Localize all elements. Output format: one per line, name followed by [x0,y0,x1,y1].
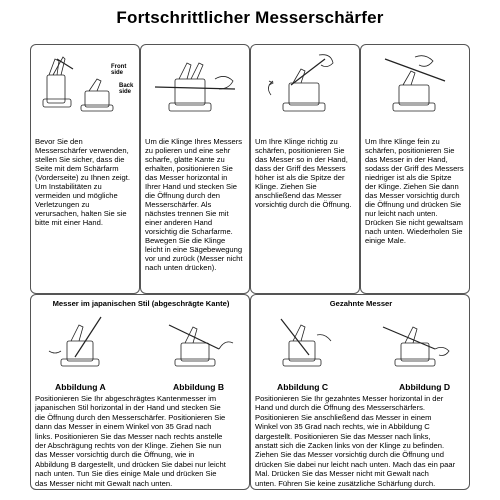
step-4-text: Um Ihre Klinge fein zu schärfen, positionieren Sie das Messer in der Hand, sodass der Griff des Messers niedriger ist als die Spitze der Klinge. Ziehen Sie dann das Messer vorsichtig durch die Öffnung und drücken Sie nur leicht nach unten. Drücken Sie nicht gewaltsam nach unten. Wiederholen Sie einige Male. [365,137,464,245]
figure-b-caption: Abbildung B [173,382,225,392]
figure-c-illustration [259,313,349,373]
step-2-illustration [145,49,247,121]
figure-a-drawing [39,313,129,373]
step-4-illustration [365,49,467,121]
back-side-label: Back side [119,83,134,95]
figure-c-drawing [259,313,349,373]
serrated-knife-panel [250,294,470,490]
serrated-knife-heading: Gezahnte Messer [329,299,393,308]
figure-b-drawing [149,313,243,373]
figure-c-caption: Abbildung C [277,382,329,392]
step-3-panel [250,44,360,294]
step-1-panel [30,44,140,294]
figure-a-caption: Abbildung A [55,382,106,392]
sharpener-polishing-drawing [145,49,247,121]
step-4-panel [360,44,470,294]
figure-d-illustration [369,313,463,373]
sharpener-fine-drawing [365,49,467,121]
step-2-panel [140,44,250,294]
page-title: Fortschrittlicher Messerschärfer [116,8,384,27]
step-1-text: Bevor Sie den Messerschärfer verwenden, stellen Sie sicher, dass die Seite mit dem Schärfarm (Vorderseite) zu Ihnen zeigt. Um Instabilitäten zu vermeiden und mögliche Verletzungen zu verursachen, halten Sie sie bitte mit einer Hand. [35,137,130,227]
japanese-knife-heading: Messer im japanischen Stil (abgeschrägte Kante) [52,299,230,308]
front-side-label: Front side [111,64,127,76]
japanese-knife-text: Positionieren Sie Ihr abgeschrägtes Kantenmesser im japanischen Stil horizontal in der Hand und stecken Sie die Öffnung durch den Messerschärfer. Positionieren Sie dann das Messer in einem Winkel von 35 Grad nach links. Positionieren Sie das Messer nach rechts anstelle der Abschrägung rechts von der Klinge. Ziehen Sie nun das Messer vorsichtig durch die Öffnung, wie in Abbildung B dargestellt, und drücken Sie dabei nur leicht nach unten. Tun Sie dies einige Male und drücken Sie das Messer nicht mit Gewalt nach unten. [35,394,226,488]
step-3-illustration [255,49,357,121]
figure-d-caption: Abbildung D [399,382,451,392]
japanese-knife-panel [30,294,250,490]
figure-a-illustration [39,313,129,373]
sharpener-coarse-drawing [255,49,357,121]
step-2-text: Um die Klinge Ihres Messers zu polieren und eine sehr scharfe, glatte Kante zu erhalten, positionieren Sie das Messer horizontal in Ihrer Hand und stecken Sie die Öffnung durch den Messerschärfer. Als nächstes trennen Sie mit einer anderen Hand vorsichtig die Scharfarme. Bewegen Sie die Klinge leicht in eine Sägebewegung vor und zurück (Messer nicht nach unten drücken). [145,137,243,272]
serrated-knife-text: Positionieren Sie Ihr gezahntes Messer horizontal in der Hand und durch die Öffnung des Messerschärfers. Positionieren Sie anschließend das Messer in einem Winkel von 35 Grad nach rechts, wie in Abbildung C dargestellt. Positionieren Sie das Messer nach links, anstatt sich die Zacken links von der Klinge zu befinden. Ziehen Sie das Messer vorsichtig durch die Öffnung und drücken Sie dabei nur leicht nach unten. Mach das ein paar Mal. Drücken Sie das Messer nicht mit Gewalt nach unten. Führen Sie keine zusätzliche Schärfung durch. [255,394,456,488]
step-3-text: Um Ihre Klinge richtig zu schärfen, positionieren Sie das Messer so in der Hand, dass der Griff des Messers höher ist als die Spitze der Klinge. Ziehen Sie anschließend das Messer vorsichtig durch die Öffnung. [255,137,352,209]
figure-b-illustration [149,313,243,373]
figure-d-drawing [369,313,463,373]
